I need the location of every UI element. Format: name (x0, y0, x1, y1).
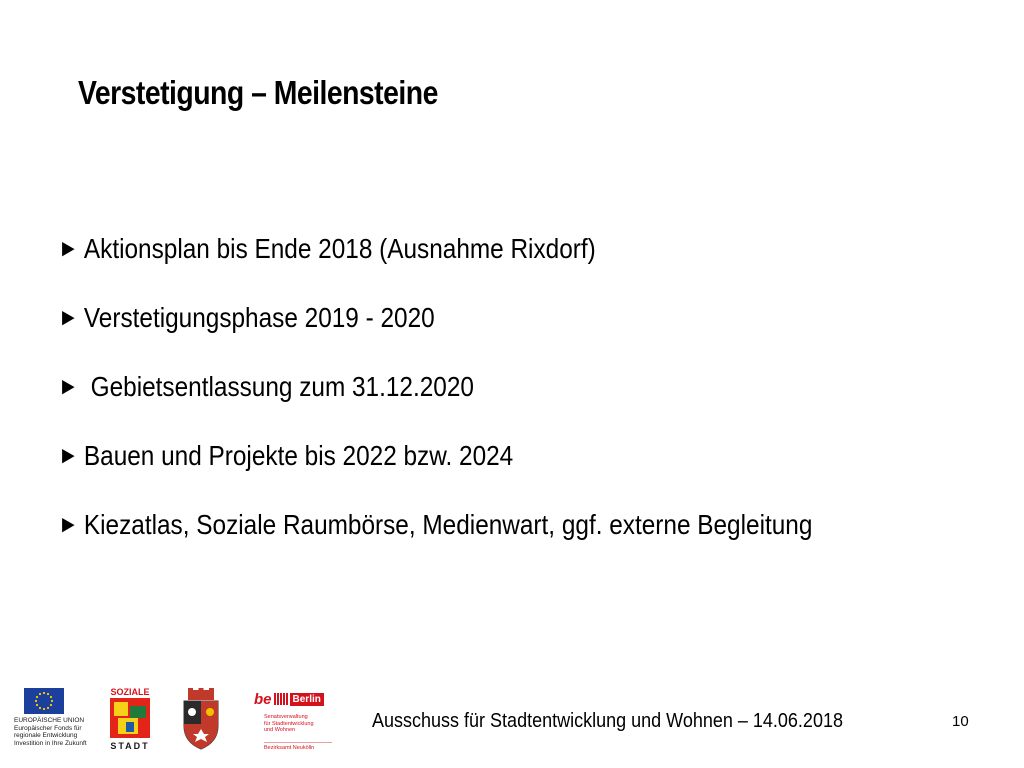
bullet-text: Verstetigungsphase 2019 - 2020 (83, 301, 435, 333)
triangle-right-icon: ► (58, 303, 79, 331)
be-berlin-sub-line: und Wohnen (264, 727, 296, 733)
be-berlin-sub-line: Senatsverwaltung (264, 714, 308, 720)
eu-caption-line: Investition in Ihre Zukunft (14, 739, 87, 747)
bullet-item (58, 352, 812, 421)
triangle-right-icon: ► (58, 510, 79, 538)
soziale-stadt-logo (104, 686, 156, 752)
triangle-right-icon: ► (58, 234, 79, 262)
eu-caption-line: regionale Entwicklung (14, 732, 78, 739)
bullet-list (58, 214, 925, 559)
bullet-text: Gebietsentlassung zum 31.12.2020 (83, 370, 474, 402)
bullet-text: Bauen und Projekte bis 2022 bzw. 2024 (83, 439, 514, 471)
be-berlin-district: Bezirksamt Neukölln (264, 742, 332, 751)
be-berlin-logo (254, 690, 332, 752)
eu-flag-icon (24, 688, 64, 714)
slide-title: Verstetigung – Meilensteine (78, 74, 438, 111)
eu-caption-line: EUROPÄISCHE UNION (14, 717, 85, 724)
soziale-stadt-bottom-text: STADT (110, 741, 150, 751)
triangle-right-icon: ► (58, 372, 79, 400)
page-number: 10 (952, 713, 969, 730)
slide-footer (0, 680, 1024, 768)
bullet-text: Kiezatlas, Soziale Raumbörse, Medienwart, ggf. externe Begleitung (83, 508, 813, 540)
triangle-right-icon: ► (58, 441, 79, 469)
neukoelln-coat-of-arms-icon (178, 688, 224, 750)
bullet-item (58, 421, 812, 490)
bullet-item (58, 214, 812, 283)
eu-logo (14, 688, 104, 750)
be-berlin-wordmark (254, 690, 332, 708)
footer-text: Ausschuss für Stadtentwicklung und Wohnen – 14.06.2018 (372, 710, 843, 732)
bullet-item (58, 490, 812, 559)
bullet-text: Aktionsplan bis Ende 2018 (Ausnahme Rixdorf) (83, 232, 596, 264)
brandenburg-gate-icon (274, 693, 288, 705)
berlin-tag: Berlin (290, 693, 324, 706)
eu-caption-line: Europäischer Fonds für (14, 724, 82, 732)
be-berlin-sub-line: für Stadtentwicklung (264, 720, 314, 727)
be-word: be (254, 690, 272, 708)
soziale-stadt-top-text: SOZIALE (110, 687, 150, 697)
bullet-item (58, 283, 812, 352)
